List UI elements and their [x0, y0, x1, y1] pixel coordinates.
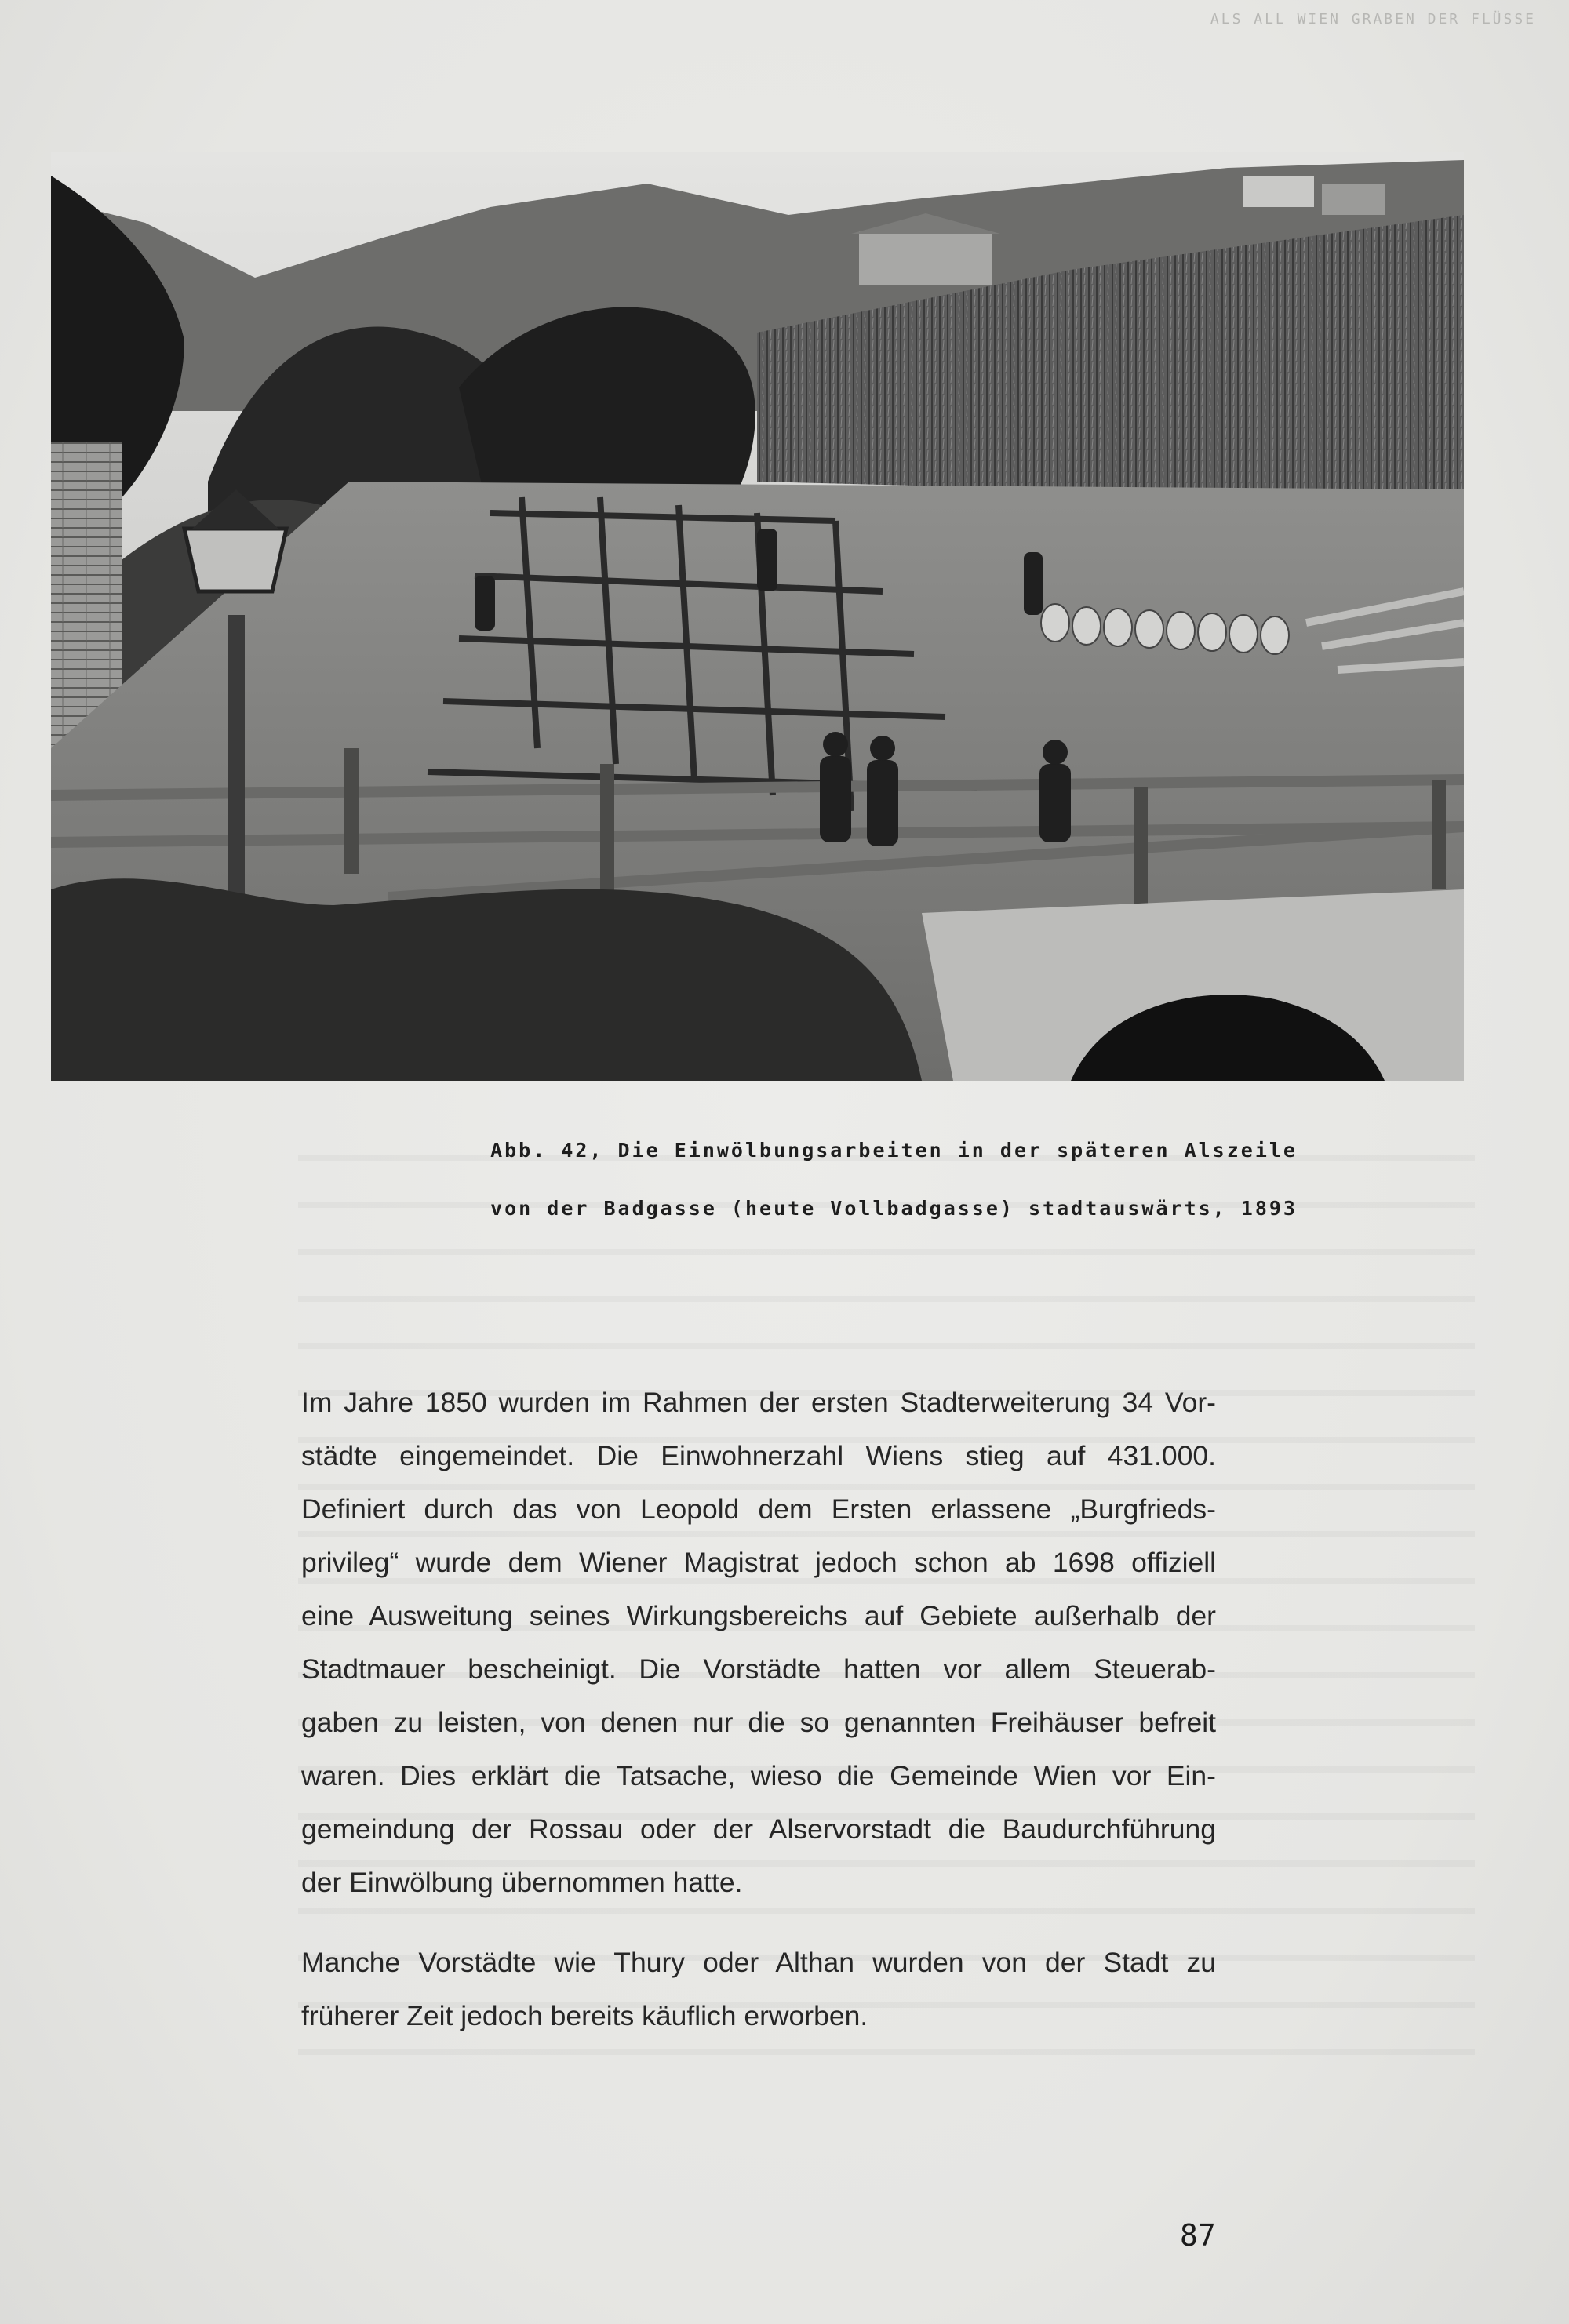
text-line: Definiert durch das von Leopold dem Ersten erlassene „Burgfrieds- — [301, 1493, 1216, 1525]
text-line: Manche Vorstädte wie Thury oder Althan wurden von der Stadt zu — [301, 1947, 1216, 1978]
text-line: Im Jahre 1850 wurden im Rahmen der ersten Stadterweiterung 34 Vor- — [301, 1387, 1216, 1418]
text-line: eine Ausweitung seines Wirkungsbereichs auf Gebiete außerhalb der — [301, 1600, 1216, 1631]
text-line: privileg“ wurde dem Wiener Magistrat jedoch schon ab 1698 offiziell — [301, 1547, 1216, 1578]
text-line: waren. Dies erklärt die Tatsache, wieso die Gemeinde Wien vor Ein- — [301, 1760, 1216, 1791]
caption-line: von der Badgasse (heute Vollbadgasse) stadtauswärts, 1893 — [490, 1197, 1298, 1220]
text-line: gemeindung der Rossau oder der Alservorstadt die Baudurchführung — [301, 1813, 1216, 1845]
text-line: Stadtmauer bescheinigt. Die Vorstädte hatten vor allem Steuerab- — [301, 1653, 1216, 1685]
historical-photo — [51, 152, 1464, 1081]
running-head: ALS ALL WIEN GRABEN DER FLÜSSE — [1210, 11, 1536, 27]
text-line: früherer Zeit jedoch bereits käuflich erworben. — [301, 2000, 868, 2031]
text-line: der Einwölbung übernommen hatte. — [301, 1867, 743, 1898]
figure-caption — [490, 1122, 1298, 1238]
text-line: gaben zu leisten, von denen nur die so genannten Freihäuser befreit — [301, 1707, 1216, 1738]
page-number: 87 — [1180, 2218, 1216, 2253]
text-line: städte eingemeindet. Die Einwohnerzahl Wiens stieg auf 431.000. — [301, 1440, 1216, 1471]
paragraph-2 — [301, 1936, 1216, 2042]
paragraph-1 — [301, 1376, 1216, 1909]
caption-line: Abb. 42, Die Einwölbungsarbeiten in der späteren Alszeile — [490, 1139, 1298, 1162]
